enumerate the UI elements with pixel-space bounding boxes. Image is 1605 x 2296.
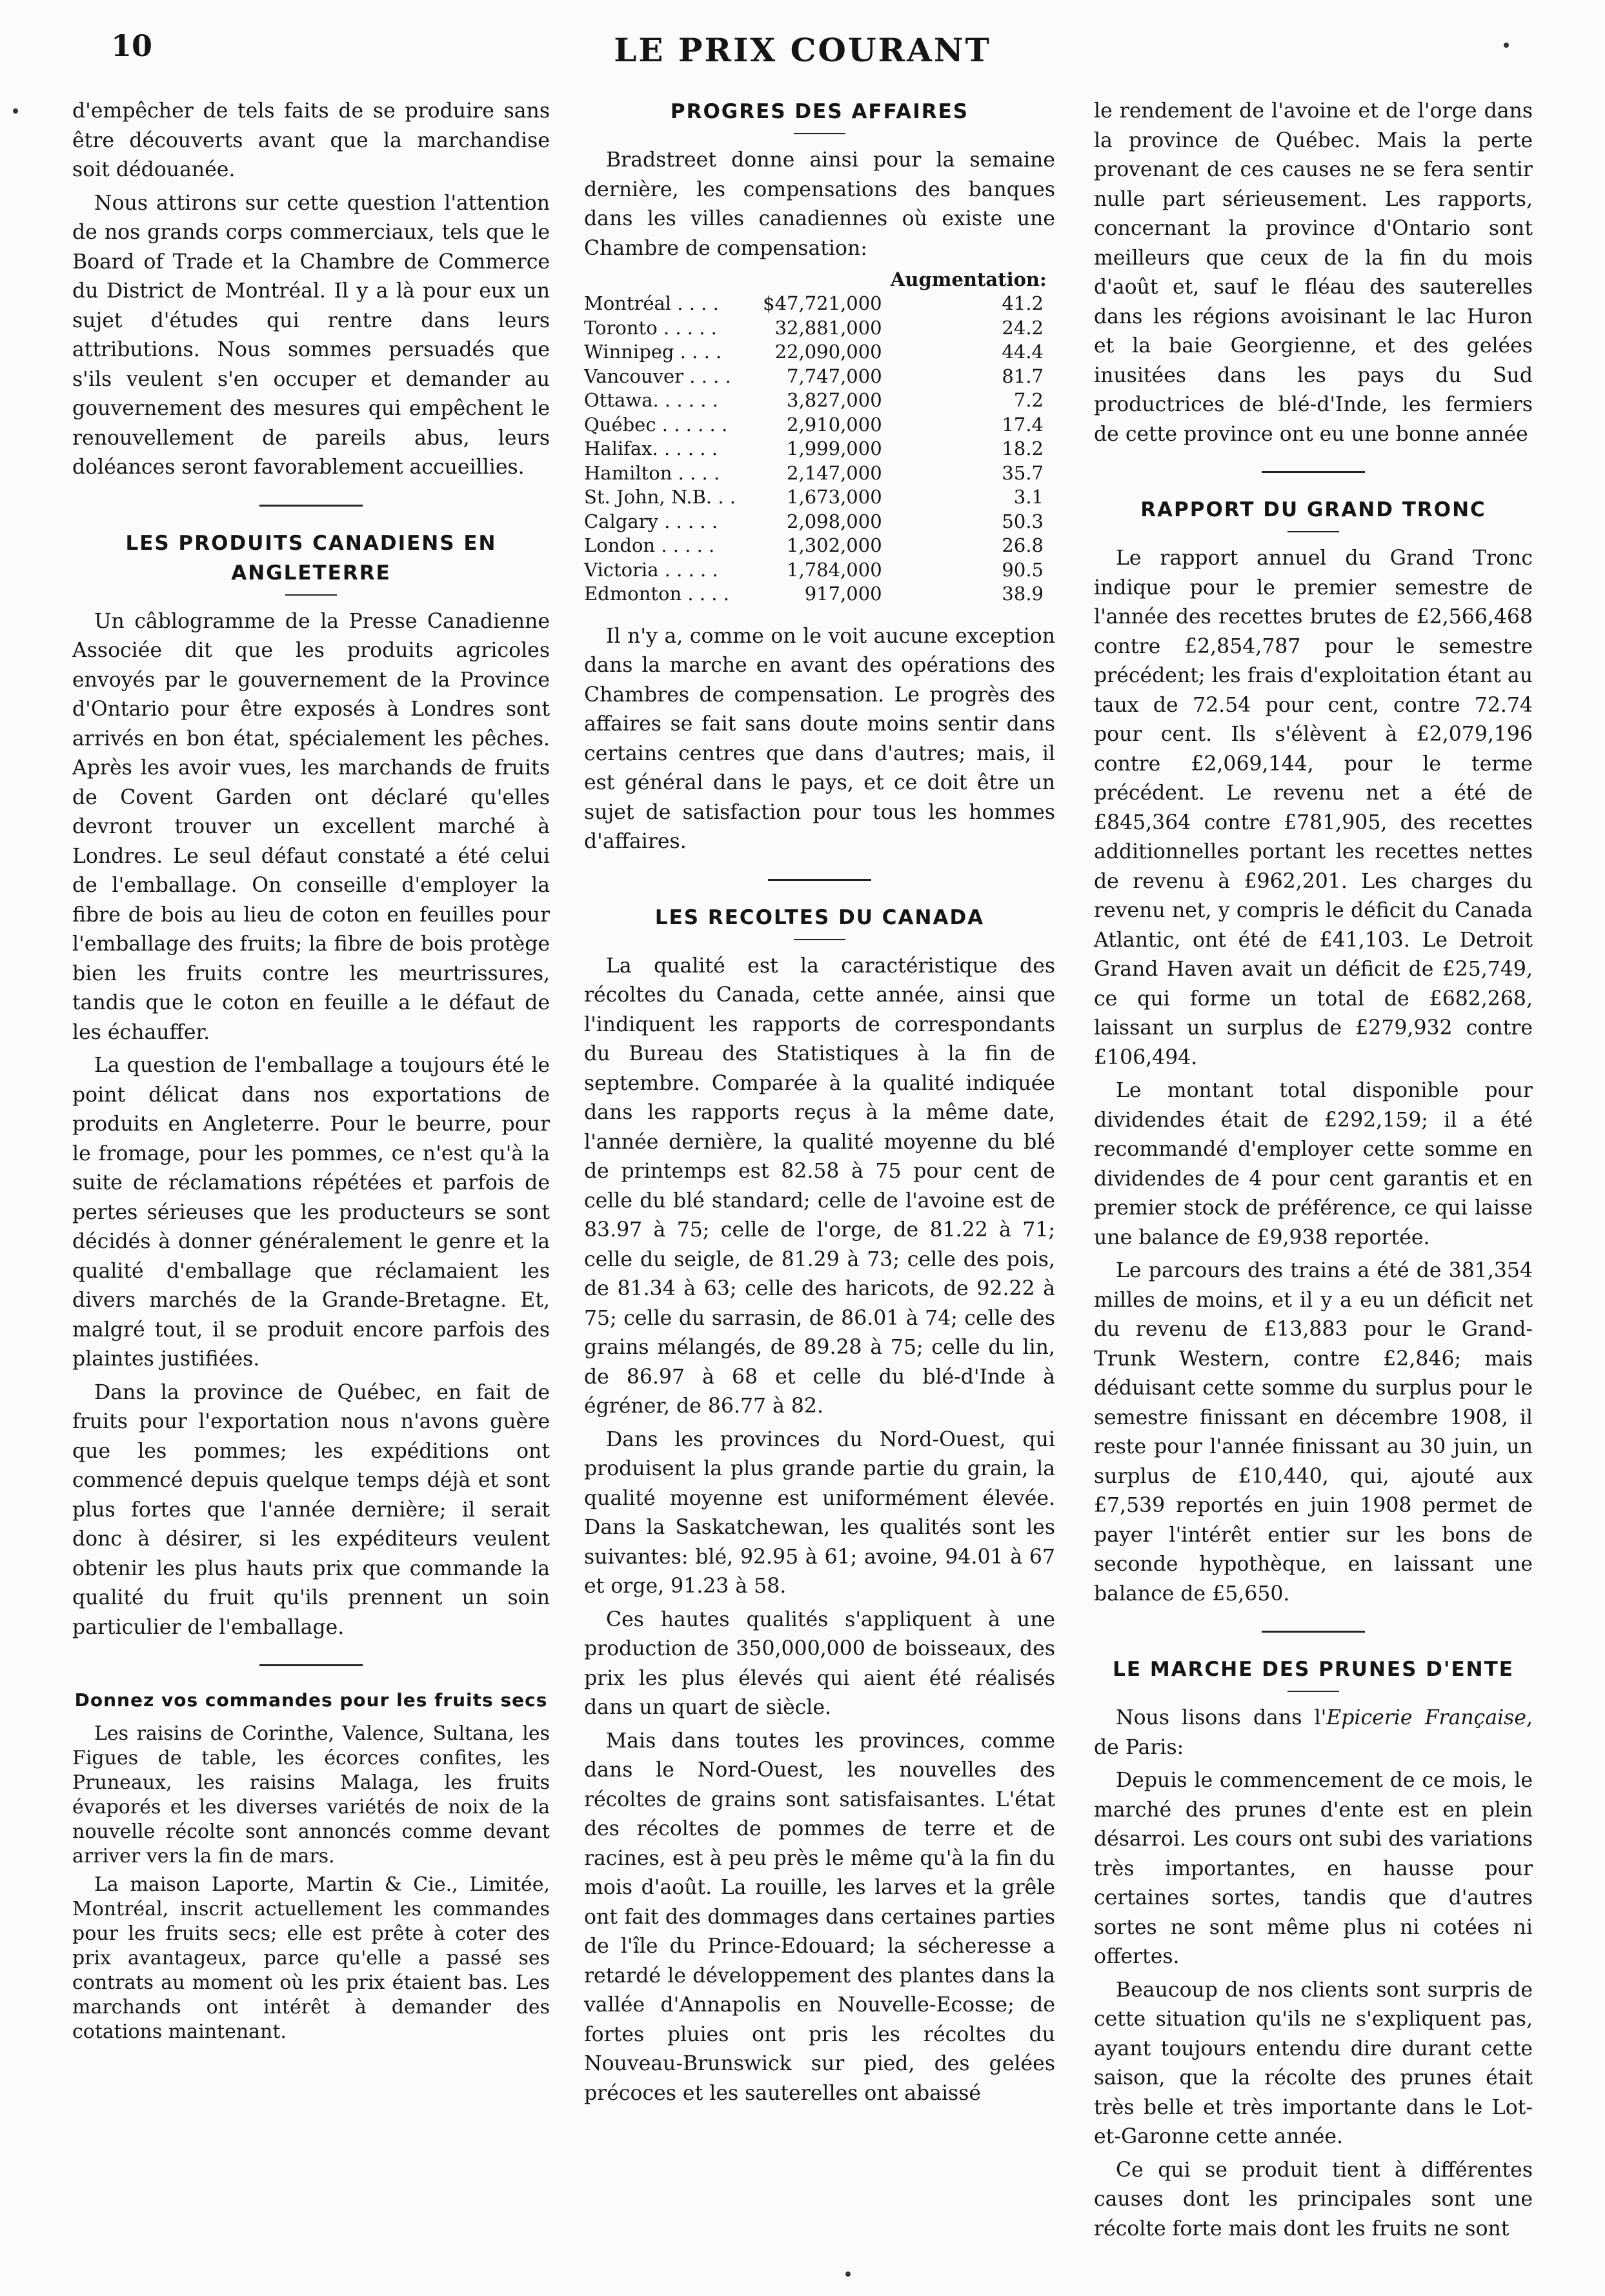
article-paragraph: Ce qui se produit tient à différentes causes dont les principales sont une récolte forte mais dont les fruits ne sont bbox=[1094, 2158, 1533, 2241]
title-underline bbox=[285, 594, 337, 596]
amount-cell: 22,090,000 bbox=[774, 341, 882, 363]
augmentation-cell: 38.9 bbox=[1002, 583, 1044, 605]
table-row bbox=[584, 582, 1055, 607]
section-divider bbox=[1262, 1631, 1365, 1633]
article-paragraph: La qualité est la caractéristique des récoltes du Canada, cette année, ainsi que l'indiquent les rapports de correspondants du Bureau des Statistiques à la fin de septembre. Comparée à la qualité indiquée dans les rapports reçus à la même date, l'année dernière, la qualité moyenne du blé de printemps est 82.58 à 75 pour cent de celle du blé standard; celle de l'avoine est de 83.97 à 75; celle de l'orge, de 81.22 à 71; celle du seigle, de 81.29 à 73; celle des pois, de 81.34 à 63; celle des haricots, de 92.22 à 75; celle du sarrasin, de 86.01 à 74; celle des grains mélangés, de 89.28 à 75; celle du lin, de 86.97 à 68 et celle du blé-d'Inde à égréner, de 86.77 à 82. bbox=[584, 954, 1055, 1418]
article-continuation-paragraph: le rendement de l'avoine et de l'orge dans la province de Québec. Mais la perte provenant de ces causes ne se fera sentir nulle part sérieusement. Les rapports, concernant la province d'Ontario sont meilleurs que ceux de la fin du mois d'août et, sauf le fléau des sauterelles dans les régions avoisinant le lac Huron et la baie Georgienne, et des gelées inusitées dans les pays du Sud productrices de blé-d'Inde, les fermiers de cette province ont eu une bonne année bbox=[1094, 99, 1533, 446]
city-cell: Victoria . . . . . bbox=[584, 558, 718, 581]
scan-speck bbox=[1504, 43, 1509, 48]
amount-cell: 2,910,000 bbox=[787, 413, 882, 436]
augmentation-cell: 18.2 bbox=[1002, 438, 1044, 459]
augmentation-cell: 50.3 bbox=[1002, 510, 1044, 532]
page-number: 10 bbox=[111, 28, 153, 63]
augmentation-cell: 35.7 bbox=[1002, 461, 1044, 484]
amount-cell: 32,881,000 bbox=[774, 316, 882, 339]
table-row bbox=[584, 413, 1055, 438]
augmentation-cell: 24.2 bbox=[1002, 316, 1044, 339]
article-paragraph: Les raisins de Corinthe, Valence, Sultana, les Figues de table, les écorces confites, les Pruneaux, les raisins Malaga, les fruits évaporés et les diverses variétés de noix de la nouvelle récolte sont annoncés comme devant arriver vers la fin de mars. bbox=[72, 1722, 550, 1868]
city-cell: Hamilton . . . . bbox=[584, 461, 720, 484]
table-row bbox=[584, 558, 1055, 583]
article-paragraph: Ces hautes qualités s'appliquent à une production de 350,000,000 de boisseaux, des prix les plus élevés qui aient été réalisés dans un quart de siècle. bbox=[584, 1607, 1055, 1719]
section-title-prunes-ente: LE MARCHE DES PRUNES D'ENTE bbox=[1113, 1658, 1514, 1681]
article-paragraph: La maison Laporte, Martin & Cie., Limitée, Montréal, inscrit actuellement les commandes pour les fruits secs; elle est prête à coter des prix avantageux, parce qu'elle a passé ses contrats au moment où les prix étaient bas. Les marchands ont intérêt à demander des cotations maintenant. bbox=[72, 1873, 550, 2043]
section-title-produits-canadiens: LES PRODUITS CANADIENS EN ANGLETERRE bbox=[125, 531, 497, 585]
article-paragraph: Le parcours des trains a été de 381,354 milles de moins, et il y a eu un déficit net du revenu de £13,883 pour le Grand-Trunk Western, contre £2,846; mais déduisant cette somme du surplus pour le semestre finissant en décembre 1908, il reste pour l'année finissant au 30 juin, un surplus de £10,440, qui, ajouté aux £7,539 reportés en juin 1908 permet de payer l'intérêt entier sur les bons de seconde hypothèque, en laissant une balance de £5,650. bbox=[1094, 1259, 1533, 1606]
section-divider bbox=[259, 505, 363, 507]
article-paragraph: La question de l'emballage a toujours été le point délicat dans nos exportations de produits en Angleterre. Pour le beurre, pour le fromage, pour les pommes, ce n'est qu'à la suite de réclamations répétées et parfois de pertes sérieuses que les producteurs se sont décidés à donner généralement le genre et la qualité d'emballage que réclamaient les divers marchés de la Grande-Bretagne. Et, malgré tout, il se produit encore parfois des plaintes justifiées. bbox=[72, 1054, 550, 1371]
city-cell: Montréal . . . . bbox=[584, 292, 719, 314]
table-row bbox=[584, 510, 1055, 534]
article-paragraph: Depuis le commencement de ce mois, le marché des prunes d'ente est en plein désarroi. Les cours ont subi des variations très importantes, en hausse pour certaines sortes, tandis que d'autres sortes ne sont même plus ni cotées ni offertes. bbox=[1094, 1769, 1533, 1968]
clearing-house-table bbox=[584, 267, 1055, 607]
table-row bbox=[584, 388, 1055, 413]
article-paragraph: Mais dans toutes les provinces, comme dans le Nord-Ouest, les nouvelles des récoltes de grains sont satisfaisantes. L'état des récoltes de pommes de terre et de racines, est à peu près le même qu'à la fin du mois d'août. La rouille, les larves et la grêle ont fait des dommages dans certaines parties de l'île du Prince-Edouard; la sécheresse a retardé le développement des plantes dans la vallée d'Annapolis en Nouvelle-Ecosse; de fortes pluies ont pris les récoltes du Nouveau-Brunswick sur pied, des gelées précoces et les sauterelles ont abaissé bbox=[584, 1729, 1055, 2105]
section-title-grand-tronc: RAPPORT DU GRAND TRONC bbox=[1140, 498, 1486, 521]
title-underline bbox=[1287, 531, 1339, 532]
city-cell: Québec . . . . . . bbox=[584, 413, 728, 436]
table-row bbox=[584, 485, 1055, 510]
fruits-secs-body bbox=[72, 1722, 550, 2044]
table-row bbox=[584, 316, 1055, 341]
table-row bbox=[584, 534, 1055, 558]
augmentation-cell: 81.7 bbox=[1002, 365, 1044, 387]
amount-cell: 3,827,000 bbox=[787, 389, 882, 411]
augmentation-cell: 90.5 bbox=[1002, 558, 1044, 581]
amount-cell: 2,147,000 bbox=[787, 461, 882, 484]
section-divider bbox=[1262, 471, 1365, 473]
citation-source: Epicerie Française bbox=[1326, 1706, 1526, 1729]
city-cell: Ottawa. . . . . . bbox=[584, 389, 718, 411]
augmentation-cell: 17.4 bbox=[1002, 413, 1044, 436]
section-divider bbox=[259, 1664, 363, 1666]
section-title-recoltes-canada: LES RECOLTES DU CANADA bbox=[654, 905, 985, 929]
article-paragraph: Dans les provinces du Nord-Ouest, qui produisent la plus grande partie du grain, la qualité moyenne est uniformément élevée. Dans la Saskatchewan, les qualités sont les suivantes: blé, 92.95 à 61; avoine, 94.01 à 67 et orge, 91.23 à 58. bbox=[584, 1427, 1055, 1598]
title-underline bbox=[794, 939, 845, 940]
amount-cell: 1,784,000 bbox=[787, 558, 882, 581]
title-underline bbox=[794, 133, 845, 134]
table-row bbox=[584, 340, 1055, 365]
article-paragraph bbox=[1094, 1704, 1533, 1762]
amount-cell: 1,999,000 bbox=[787, 438, 882, 459]
column-left bbox=[72, 97, 550, 2048]
section-title-fruits-secs: Donnez vos commandes pour les fruits secs bbox=[74, 1689, 548, 1711]
article-paragraph: Beaucoup de nos clients sont surpris de cette situation qu'ils ne s'expliquent pas, ayant toujours entendu dire durant cette saison, que la récolte des prunes était très belle et très importante dans le Lot-et-Garonne cette année. bbox=[1094, 1978, 1533, 2148]
article-paragraph: Bradstreet donne ainsi pour la semaine dernière, les compensations des banques dans les villes canadiennes où existe une Chambre de compensation: bbox=[584, 148, 1055, 260]
augmentation-cell: 26.8 bbox=[1002, 534, 1044, 556]
masthead-title: LE PRIX COURANT bbox=[614, 31, 991, 69]
city-cell: Toronto . . . . . bbox=[584, 316, 717, 339]
city-cell: St. John, N.B. . . bbox=[584, 486, 736, 508]
augmentation-cell: 44.4 bbox=[1002, 341, 1044, 363]
table-header-augmentation: Augmentation: bbox=[890, 268, 1047, 290]
column-right bbox=[1094, 97, 1533, 2248]
amount-cell: 917,000 bbox=[804, 583, 882, 605]
scan-speck bbox=[13, 108, 18, 114]
amount-cell: 1,673,000 bbox=[787, 486, 882, 508]
table-row bbox=[584, 365, 1055, 389]
article-paragraph: Le rapport annuel du Grand Tronc indique pour le premier semestre de l'année des recettes brutes de £2,566,468 contre £2,854,787 pour le semestre précédent; les frais d'exploitation étant au taux de 72.54 pour cent, contre 72.74 pour cent. Ils s'élèvent à £2,079,196 contre £2,069,144, pour le terme précédent. Le revenu net a été de £845,364 contre £781,905, des recettes additionnelles portant les recettes nettes de revenu à £962,201. Les charges du revenu net, y compris le déficit du Canada Atlantic, ont été de £41,103. Le Detroit Grand Haven avait un déficit de £25,749, ce qui forme un total de £682,268, laissant un surplus de £279,932 contre £106,494. bbox=[1094, 547, 1533, 1069]
article-continuation-paragraph: d'empêcher de tels faits de se produire sans être découverts avant que la marchandise soit dédouanée. bbox=[72, 99, 550, 181]
augmentation-cell: 3.1 bbox=[1013, 486, 1044, 508]
amount-cell: 7,747,000 bbox=[787, 365, 882, 387]
augmentation-cell: 41.2 bbox=[1002, 292, 1044, 314]
article-paragraph: Dans la province de Québec, en fait de fruits pour l'exportation nous n'avons guère que les pommes; les expéditions ont commencé depuis quelque temps déjà et sont plus fortes que l'année dernière; il serait donc à désirer, si les expéditeurs veulent obtenir les plus hauts prix que commande la qualité du fruit qu'ils prennent un soin particulier de l'emballage. bbox=[72, 1380, 550, 1639]
amount-cell: 1,302,000 bbox=[787, 534, 882, 556]
city-cell: Vancouver . . . . bbox=[584, 365, 731, 387]
scan-speck bbox=[845, 2271, 851, 2277]
city-cell: Halifax. . . . . . bbox=[584, 438, 718, 459]
amount-cell: 2,098,000 bbox=[787, 510, 882, 532]
title-underline bbox=[1287, 1691, 1339, 1692]
city-cell: Winnipeg . . . . bbox=[584, 341, 722, 363]
table-row bbox=[584, 437, 1055, 461]
article-paragraph: Le montant total disponible pour dividendes était de £292,159; il a été recommandé d'employer cette somme en dividendes de 4 pour cent garantis et en premier stock de préférence, ce qui laisse une balance de £9,938 reportée. bbox=[1094, 1079, 1533, 1249]
city-cell: London . . . . . bbox=[584, 534, 715, 556]
table-row bbox=[584, 461, 1055, 486]
table-row bbox=[584, 292, 1055, 316]
city-cell: Calgary . . . . . bbox=[584, 510, 718, 532]
column-middle bbox=[584, 97, 1055, 2112]
amount-cell: $47,721,000 bbox=[763, 292, 882, 314]
city-cell: Edmonton . . . . bbox=[584, 583, 729, 605]
section-title-progres-affaires: PROGRES DES AFFAIRES bbox=[670, 100, 969, 123]
article-paragraph: Nous attirons sur cette question l'attention de nos grands corps commerciaux, tels que le Board of Trade et la Chambre de Commerce du District de Montréal. Il y a là pour eux un sujet d'études qui rentre dans leurs attributions. Nous sommes persuadés que s'ils veulent s'en occuper et demander au gouvernement des mesures qui empêchent le renouvellement de pareils abus, leurs doléances seront favorablement accueillies. bbox=[72, 191, 550, 479]
section-divider bbox=[768, 879, 871, 881]
citation-tail: , de Paris: bbox=[1094, 1706, 1533, 1759]
citation-lead: Nous lisons dans l' bbox=[1116, 1706, 1327, 1729]
article-paragraph: Il n'y a, comme on le voit aucune exception dans la marche en avant des opérations des Chambres de compensation. Le progrès des affaires se fait sans doute moins sentir dans certains centres que dans d'autres; mais, il est général dans le pays, et ce doit être un sujet de satisfaction pour tous les hommes d'affaires. bbox=[584, 624, 1055, 853]
article-paragraph: Un câblogramme de la Presse Canadienne Associée dit que les produits agricoles envoyés par le gouvernement de la Province d'Ontario pour être exposés à Londres sont arrivés en bon état, spécialement les pêches. Après les avoir vues, les marchands de fruits de Covent Garden ont déclaré qu'elles devront trouver un excellent marché à Londres. Le seul défaut constaté a été celui de l'emballage. On conseille d'employer la fibre de bois au lieu de coton en feuilles pour l'emballage des fruits; la fibre de bois protège bien les fruits contre les meurtrissures, tandis que le coton en feuille a le défaut de les échauffer. bbox=[72, 609, 550, 1044]
augmentation-cell: 7.2 bbox=[1013, 389, 1044, 411]
